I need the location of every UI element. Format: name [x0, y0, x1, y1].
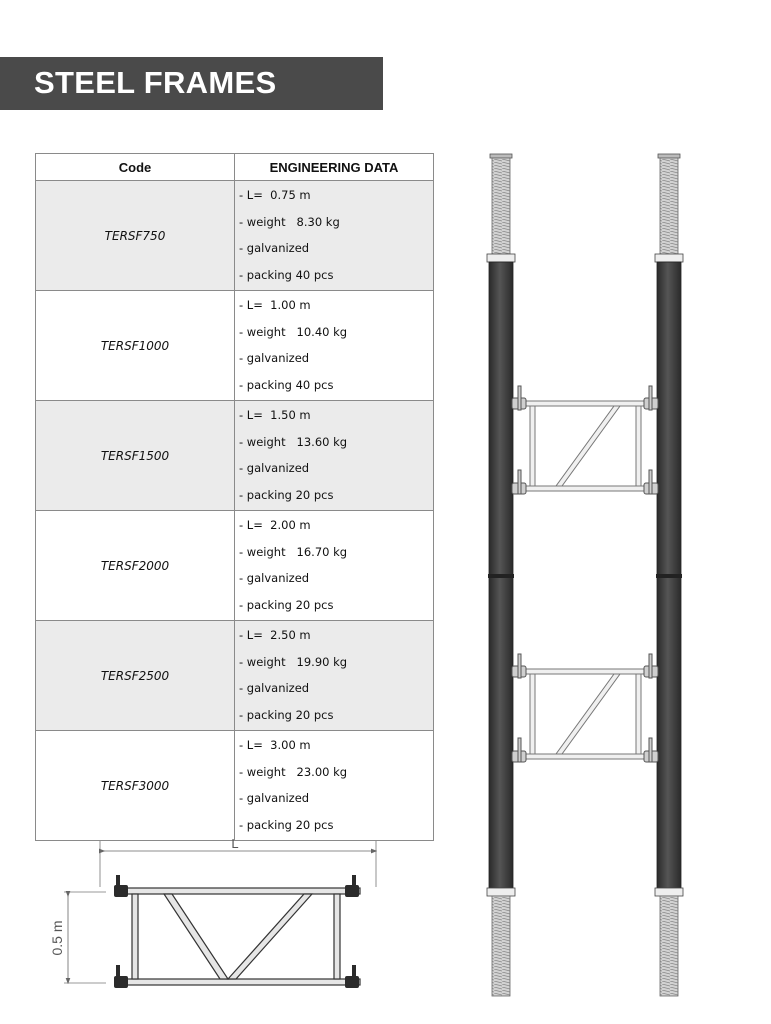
product-code: TERSF1000 — [36, 291, 235, 401]
engineering-data — [235, 291, 434, 401]
height-label: 0.5 m — [49, 920, 65, 956]
page-title: STEEL FRAMES — [34, 65, 277, 100]
spec-packing: - packing 40 pcs — [239, 267, 334, 282]
spec-weight: - weight 10.40 kg — [239, 324, 348, 339]
frame-dimension-drawing — [40, 835, 390, 1005]
product-code: TERSF750 — [36, 181, 235, 291]
spec-finish: - galvanized — [239, 241, 310, 255]
title-banner — [0, 57, 383, 110]
engineering-data — [235, 181, 434, 291]
table-row — [36, 291, 434, 401]
spec-length: - L= 3.00 m — [239, 738, 311, 752]
spec-table — [35, 153, 434, 841]
spec-length: - L= 2.00 m — [239, 518, 311, 532]
table-header-row — [36, 154, 434, 181]
frame-outline — [120, 888, 360, 985]
table-row — [36, 511, 434, 621]
product-code: TERSF3000 — [36, 731, 235, 841]
right-standard — [655, 154, 683, 996]
spec-length: - L= 0.75 m — [239, 188, 311, 202]
spec-packing: - packing 40 pcs — [239, 377, 334, 392]
lower-frame — [512, 654, 658, 762]
spec-packing: - packing 20 pcs — [239, 817, 334, 832]
product-code: TERSF2000 — [36, 511, 235, 621]
spec-length: - L= 1.50 m — [239, 408, 311, 422]
spec-finish: - galvanized — [239, 791, 310, 805]
engineering-data — [235, 401, 434, 511]
spec-weight: - weight 8.30 kg — [239, 214, 340, 229]
spec-finish: - galvanized — [239, 571, 310, 585]
spec-finish: - galvanized — [239, 351, 310, 365]
scaffold-assembly-illustration — [478, 150, 698, 1002]
product-code: TERSF2500 — [36, 621, 235, 731]
left-standard — [487, 154, 515, 996]
spec-finish: - galvanized — [239, 461, 310, 475]
spec-packing: - packing 20 pcs — [239, 487, 334, 502]
spec-length: - L= 2.50 m — [239, 628, 311, 642]
spec-packing: - packing 20 pcs — [239, 597, 334, 612]
spec-weight: - weight 16.70 kg — [239, 544, 348, 559]
length-label: L — [231, 836, 239, 851]
spec-weight: - weight 23.00 kg — [239, 764, 348, 779]
engineering-data — [235, 731, 434, 841]
column-header-engineering-data: ENGINEERING DATA — [235, 154, 434, 181]
spec-weight: - weight 13.60 kg — [239, 434, 348, 449]
table-row — [36, 731, 434, 841]
spec-length: - L= 1.00 m — [239, 298, 311, 312]
table-row — [36, 401, 434, 511]
column-header-code: Code — [36, 154, 235, 181]
spec-weight: - weight 19.90 kg — [239, 654, 348, 669]
table-row — [36, 181, 434, 291]
engineering-data — [235, 511, 434, 621]
upper-frame — [512, 386, 658, 494]
table-row — [36, 621, 434, 731]
spec-finish: - galvanized — [239, 681, 310, 695]
spec-packing: - packing 20 pcs — [239, 707, 334, 722]
product-code: TERSF1500 — [36, 401, 235, 511]
engineering-data — [235, 621, 434, 731]
